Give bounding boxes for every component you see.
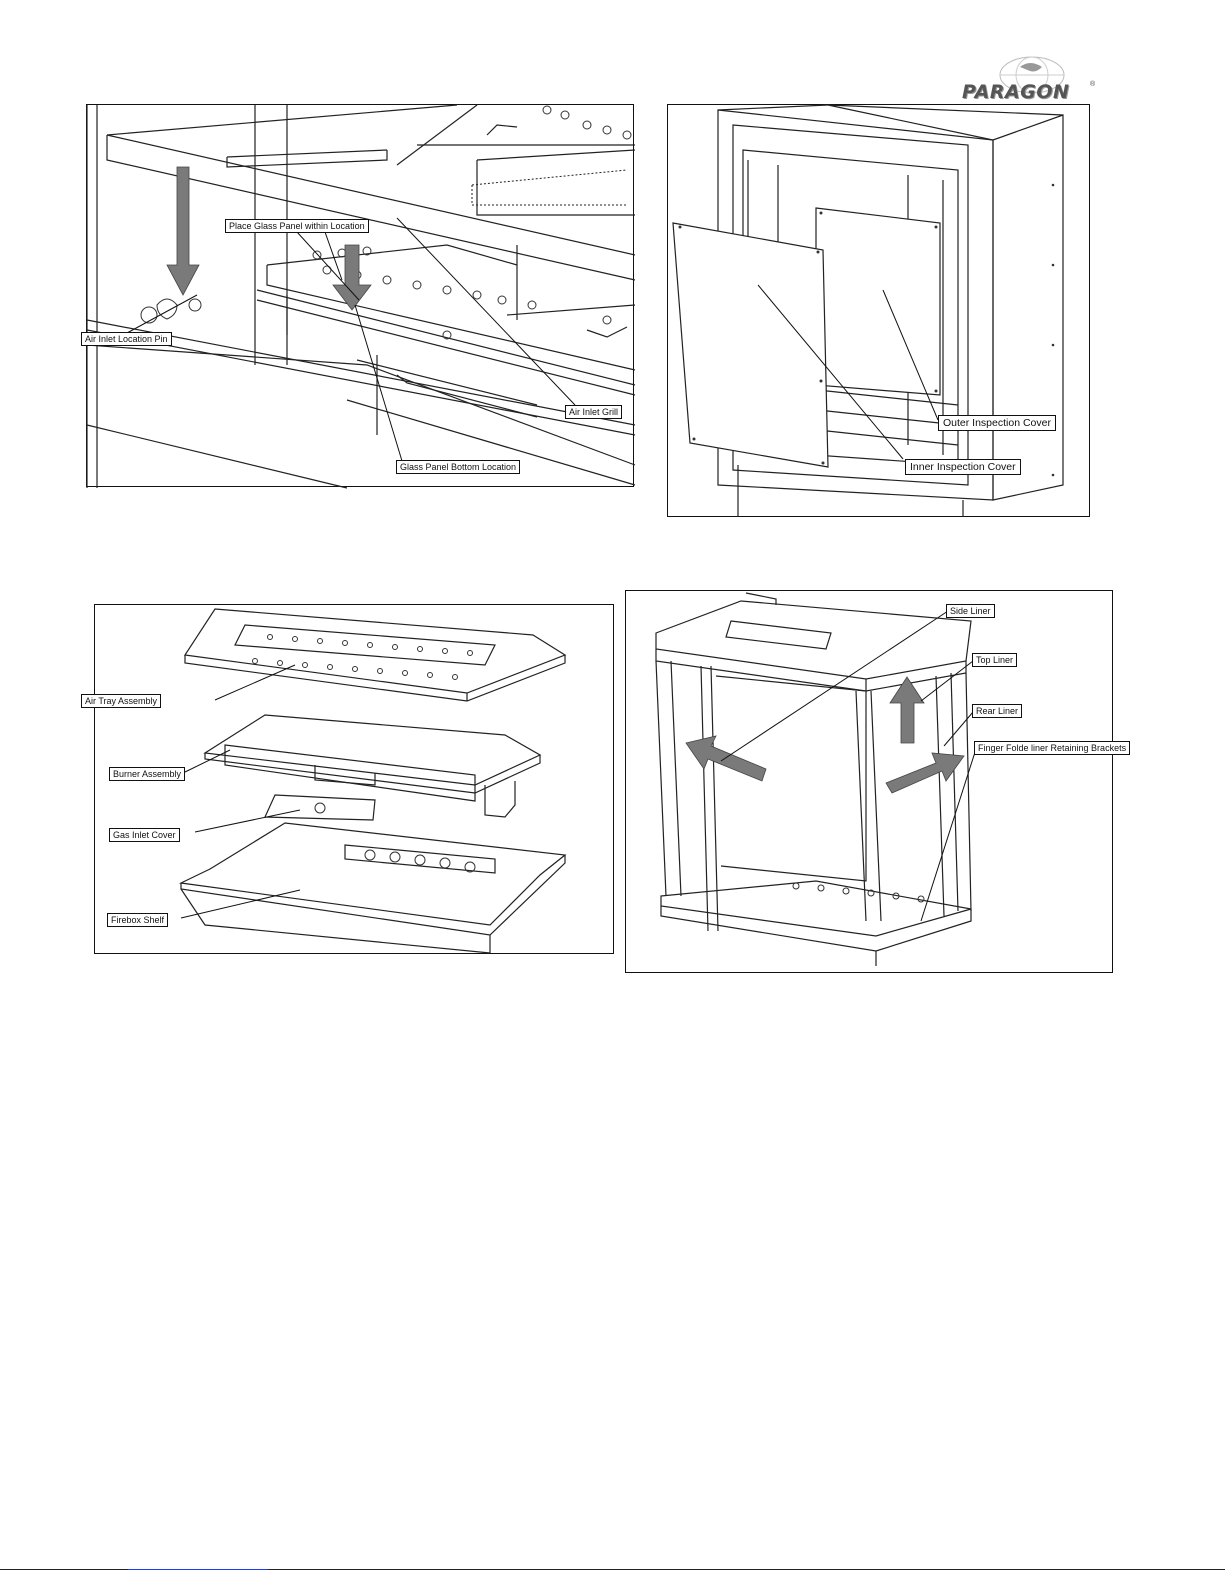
inspection-cover-figure <box>667 104 1090 517</box>
callout-firebox-shelf: Firebox Shelf <box>107 913 168 927</box>
paragon-logo <box>962 55 1102 107</box>
callout-burner: Burner Assembly <box>109 767 185 781</box>
burner-explode-figure <box>85 604 614 954</box>
callout-side-liner: Side Liner <box>946 604 995 618</box>
liner-arrows <box>686 677 964 793</box>
callout-glass-bottom: Glass Panel Bottom Location <box>396 460 520 474</box>
liners-figure <box>625 590 1127 973</box>
registered-mark: ® <box>1090 81 1096 88</box>
callout-brackets: Finger Folde liner Retaining Brackets <box>974 741 1130 755</box>
callout-rear-liner: Rear Liner <box>972 704 1022 718</box>
inspection-cover-drawing <box>668 105 1091 518</box>
logo-text: PARAGON <box>962 81 1070 103</box>
callout-inner-cover: Inner Inspection Cover <box>905 459 1021 475</box>
callout-air-inlet-grill: Air Inlet Grill <box>565 405 622 419</box>
callout-place-glass: Place Glass Panel within Location <box>225 219 369 233</box>
callout-gas-inlet: Gas Inlet Cover <box>109 828 180 842</box>
footer-link-underline[interactable] <box>128 1569 268 1570</box>
glass-panel-figure <box>86 104 634 487</box>
liners-drawing <box>626 591 1114 974</box>
callout-air-inlet-pin: Air Inlet Location Pin <box>81 332 172 346</box>
callout-air-tray: Air Tray Assembly <box>81 694 161 708</box>
glass-panel-drawing <box>87 105 635 488</box>
callout-top-liner: Top Liner <box>972 653 1017 667</box>
callout-outer-cover: Outer Inspection Cover <box>938 415 1056 431</box>
